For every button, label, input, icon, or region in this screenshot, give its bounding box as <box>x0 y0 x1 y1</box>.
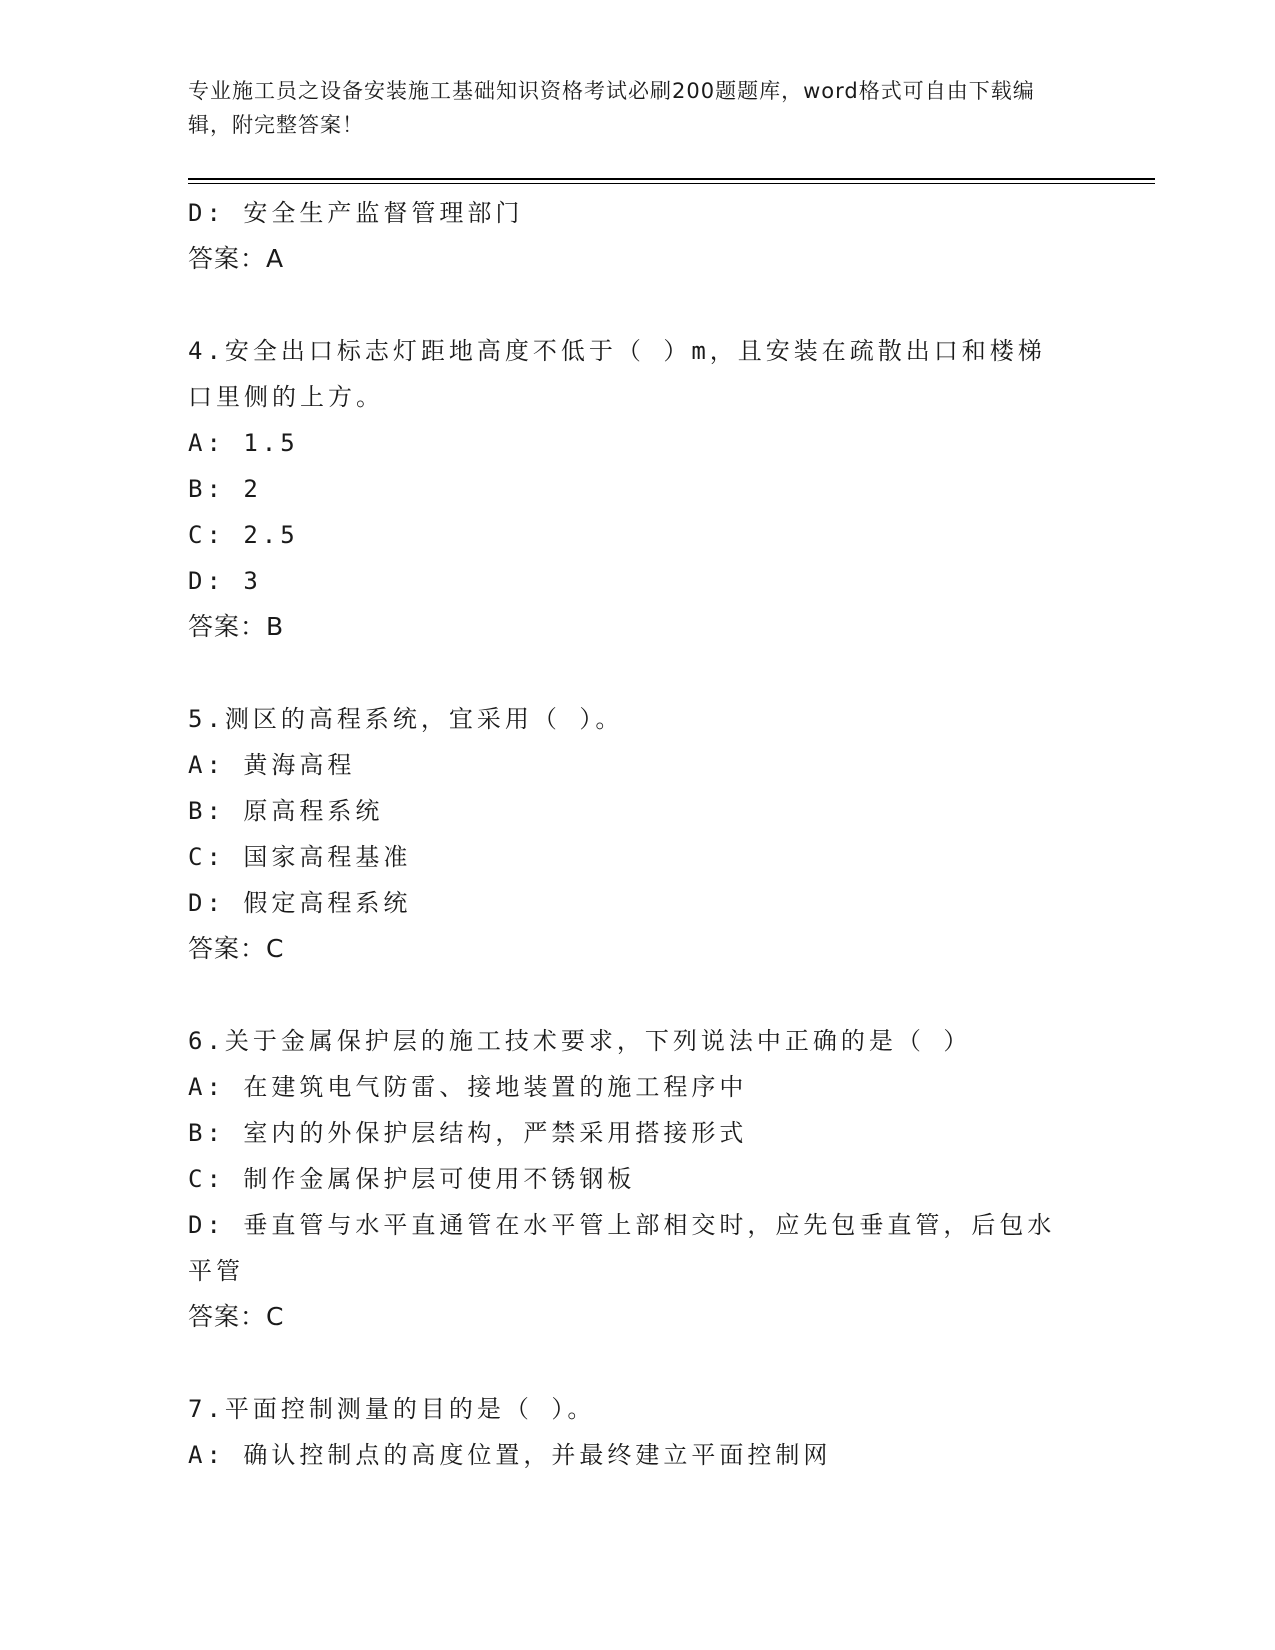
option-c: C: 2.5 <box>188 521 299 549</box>
answer-line: 答案：A <box>188 244 285 273</box>
option-a: A: 黄海高程 <box>188 751 356 779</box>
option-c: C: 制作金属保护层可使用不锈钢板 <box>188 1165 636 1193</box>
option-d: D: 3 <box>188 567 262 595</box>
answer-line: 答案：C <box>188 934 285 963</box>
question-6 <box>188 1018 1088 1340</box>
header-divider-thick <box>188 178 1155 180</box>
answer-line: 答案：B <box>188 612 285 641</box>
question-stem: 6.关于金属保护层的施工技术要求，下列说法中正确的是（ ） <box>188 1027 972 1055</box>
option-a: A: 1.5 <box>188 429 299 457</box>
option-d: D: 安全生产监督管理部门 <box>188 199 524 227</box>
question-stem-continued: 口里侧的上方。 <box>188 383 384 411</box>
option-c: C: 国家高程基准 <box>188 843 412 871</box>
document-content <box>188 190 1088 1478</box>
option-d: D: 垂直管与水平直通管在水平管上部相交时，应先包垂直管，后包水 <box>188 1211 1056 1239</box>
option-a: A: 在建筑电气防雷、接地装置的施工程序中 <box>188 1073 748 1101</box>
option-d-continued: 平管 <box>188 1257 244 1285</box>
question-4 <box>188 328 1088 650</box>
question-stem: 4.安全出口标志灯距地高度不低于（ ）m，且安装在疏散出口和楼梯 <box>188 337 1046 365</box>
header-divider-thin <box>188 183 1155 184</box>
option-b: B: 2 <box>188 475 262 503</box>
answer-line: 答案：C <box>188 1302 285 1331</box>
question-5 <box>188 696 1088 972</box>
document-header-title: 专业施工员之设备安装施工基础知识资格考试必刷200题题库，word格式可自由下载编辑，附完整答案！ <box>188 79 1035 137</box>
option-b: B: 室内的外保护层结构，严禁采用搭接形式 <box>188 1119 748 1147</box>
option-d: D: 假定高程系统 <box>188 889 412 917</box>
question-stem: 5.测区的高程系统，宜采用（ ）。 <box>188 705 624 733</box>
option-a: A: 确认控制点的高度位置，并最终建立平面控制网 <box>188 1441 832 1469</box>
question-3-tail <box>188 190 1088 282</box>
option-b: B: 原高程系统 <box>188 797 384 825</box>
question-stem: 7.平面控制测量的目的是（ ）。 <box>188 1395 596 1423</box>
question-7 <box>188 1386 1088 1478</box>
